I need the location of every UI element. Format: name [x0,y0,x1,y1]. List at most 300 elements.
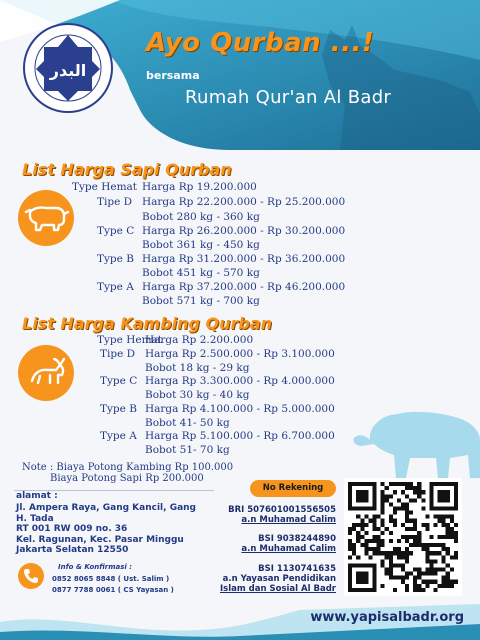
qr-module [381,490,385,494]
qr-module [397,482,401,486]
qr-module [450,531,454,535]
qr-module [429,572,433,576]
qr-module [352,551,356,555]
qr-module [438,543,442,547]
qr-module [442,535,446,539]
sapi-a-bobot: Bobot 571 kg - 700 kg [142,295,260,307]
qr-module [429,543,433,547]
headline: Ayo Qurban ...! [146,28,375,58]
qr-module [409,482,413,486]
cow-icon [18,190,74,246]
qr-module [417,494,421,498]
qr-module [389,519,393,523]
qr-module [401,502,405,506]
qr-module [417,572,421,576]
qr-module [446,551,450,555]
qr-module [377,535,381,539]
qr-module [401,482,405,486]
qr-module [372,551,376,555]
qr-module [442,576,446,580]
qr-module [381,531,385,535]
qr-module [434,523,438,527]
qr-module [360,543,364,547]
qr-module [417,535,421,539]
qr-module [429,563,433,567]
qr-module [409,486,413,490]
qr-module [413,539,417,543]
qr-module [381,523,385,527]
qr-module [442,559,446,563]
qr-module [413,543,417,547]
qr-module [450,568,454,572]
qr-module [409,535,413,539]
qr-module [381,584,385,588]
qr-module [421,490,425,494]
qr-module [368,555,372,559]
qr-module [421,572,425,576]
qr-module [417,584,421,588]
sapi-a-harga: Harga Rp 37.200.000 - Rp 46.200.000 [142,281,346,293]
qr-module [381,494,385,498]
qr-module [442,547,446,551]
qr-module [409,519,413,523]
qr-module [401,551,405,555]
qr-module [393,588,397,592]
address-title: alamat : [16,491,58,501]
qr-module [425,543,429,547]
qr-module [429,535,433,539]
qr-module [385,494,389,498]
qr-module [450,580,454,584]
qr-module [425,584,429,588]
qr-module [360,523,364,527]
qr-module [429,559,433,563]
qr-module [405,539,409,543]
qr-module [405,559,409,563]
qr-module [385,572,389,576]
qr-module [454,551,458,555]
kambing-a-type: Type A [100,430,137,442]
qr-module [385,555,389,559]
qr-module [381,543,385,547]
qr-module [405,519,409,523]
qr-module [393,563,397,567]
qr-module [385,568,389,572]
qr-module [434,551,438,555]
qr-module [454,531,458,535]
qr-module [409,527,413,531]
qr-module [397,539,401,543]
qr-module [442,519,446,523]
qr-module [385,551,389,555]
qr-module [409,543,413,547]
qr-module [413,584,417,588]
qr-module [425,523,429,527]
contact-phone-2[interactable]: 0877 7788 0061 ( CS Yayasan ) [52,586,174,594]
qr-module [372,547,376,551]
note [22,462,233,484]
qr-module [454,535,458,539]
qr-module [417,539,421,543]
qr-module [393,523,397,527]
qr-module [397,576,401,580]
qr-module [446,531,450,535]
qr-module [425,572,429,576]
qr-module [381,502,385,506]
qr-module [364,523,368,527]
sapi-c-bobot: Bobot 361 kg - 450 kg [142,239,260,251]
qr-module [401,523,405,527]
qr-module [442,543,446,547]
qr-module [348,543,352,547]
qr-module [389,576,393,580]
qr-module [446,584,450,588]
qr-module [377,543,381,547]
qr-module [393,576,397,580]
contact-phone-1[interactable]: 0852 8065 8848 ( Ust. Salim ) [52,575,170,583]
sapi-b-type: Type B [97,253,134,265]
qr-module [434,559,438,563]
qr-module [421,506,425,510]
qr-module [385,527,389,531]
qr-module [409,551,413,555]
qr-module [434,580,438,584]
qr-module [434,588,438,592]
qr-module [405,482,409,486]
address-line: Jakarta Selatan 12550 [16,545,129,556]
qr-module [389,555,393,559]
qr-module [454,523,458,527]
kambing-b-type: Type B [100,403,137,415]
qr-module [421,588,425,592]
qr-module [381,539,385,543]
qr-module [442,523,446,527]
qr-module [446,527,450,531]
qr-module [352,527,356,531]
qr-module [405,547,409,551]
qr-module [393,551,397,555]
qr-code[interactable] [344,478,462,596]
qr-module [421,523,425,527]
qr-module [442,568,446,572]
address-line: H. Tada [16,513,54,524]
qr-module [442,555,446,559]
qr-module [446,535,450,539]
address-line: Jl. Ampera Raya, Gang Kancil, Gang [16,503,197,513]
qr-module [372,515,376,519]
qr-module [360,527,364,531]
qr-module [405,535,409,539]
bank-number: BSI 1130741635 [258,564,336,574]
qr-module [393,547,397,551]
qr-module [438,519,442,523]
qr-module [446,515,450,519]
qr-module [389,494,393,498]
goat-icon [18,345,74,401]
qr-module [356,535,360,539]
qr-module [364,547,368,551]
qr-module [377,551,381,555]
qr-module [401,506,405,510]
kambing-c-bobot: Bobot 30 kg - 40 kg [145,389,250,401]
qr-module [425,551,429,555]
kambing-a-bobot: Bobot 51- 70 kg [145,444,230,456]
qr-module [442,584,446,588]
qr-module [454,539,458,543]
qr-module [381,498,385,502]
qr-module [377,527,381,531]
qr-module [401,563,405,567]
qr-module [364,539,368,543]
qr-module [413,580,417,584]
qr-module [393,490,397,494]
qr-module [438,535,442,539]
qr-module [450,555,454,559]
qr-module [372,519,376,523]
phone-icon [18,563,44,589]
qr-module [434,568,438,572]
qr-module [413,535,417,539]
qr-module [405,551,409,555]
qr-module [360,519,364,523]
qr-module [446,523,450,527]
qr-module [405,506,409,510]
qr-module [413,490,417,494]
qr-module [417,588,421,592]
foundation-logo [22,22,114,114]
qr-module [417,490,421,494]
qr-module [397,563,401,567]
qr-module [381,559,385,563]
qr-module [368,547,372,551]
qr-module [368,539,372,543]
qr-module [413,498,417,502]
qr-module [434,515,438,519]
qr-module [446,580,450,584]
qr-module [401,568,405,572]
subtitle: bersama [146,69,200,82]
kambing-d-harga: Harga Rp 2.500.000 - Rp 3.100.000 [145,348,335,360]
qr-module [434,543,438,547]
bank-account-bri [228,505,336,525]
qr-module [401,555,405,559]
qr-module [421,543,425,547]
qr-module [360,535,364,539]
rekening-badge: No Rekening [250,480,336,497]
qr-module [364,543,368,547]
kambing-hemat-harga: Harga Rp 2.200.000 [145,334,254,346]
qr-module [450,535,454,539]
qr-module [417,531,421,535]
qr-module [434,572,438,576]
website-link[interactable]: www.yapisalbadr.org [310,610,464,625]
kambing-d-bobot: Bobot 18 kg - 29 kg [145,362,250,374]
kambing-section-title: List Harga Kambing Qurban [22,314,273,333]
qr-module [425,580,429,584]
qr-module [405,584,409,588]
address-line: RT 001 RW 009 no. 36 [16,524,128,535]
qr-module [352,543,356,547]
qr-module [405,588,409,592]
qr-module [409,511,413,515]
qr-module [405,555,409,559]
qr-module [389,568,393,572]
bank-holder: a.n Muhamad Calim [241,515,336,525]
qr-module [393,482,397,486]
kambing-c-harga: Harga Rp 3.300.000 - Rp 4.000.000 [145,375,335,387]
sapi-hemat-harga: Harga Rp 19.200.000 [142,181,257,193]
qr-module [393,519,397,523]
qr-module [352,547,356,551]
qr-module [389,502,393,506]
note-line-2: Biaya Potong Sapi Rp 200.000 [50,473,204,484]
qr-module [442,515,446,519]
qr-module [421,547,425,551]
qr-module [417,543,421,547]
qr-module [409,572,413,576]
qr-module [356,539,360,543]
qr-module [397,555,401,559]
sapi-c-harga: Harga Rp 26.200.000 - Rp 30.200.000 [142,225,346,237]
bank-holder: Islam dan Sosial Al Badr [219,584,336,594]
qr-module [425,515,429,519]
qr-module [413,519,417,523]
qr-module [377,515,381,519]
qr-module [417,568,421,572]
address-line: Kel. Ragunan, Kec. Pasar Minggu [16,534,184,545]
qr-module [413,523,417,527]
contact-title: Info & Konfirmasi : [58,563,133,571]
qr-module [364,515,368,519]
kambing-a-harga: Harga Rp 5.100.000 - Rp 6.700.000 [145,430,335,442]
qr-module [454,555,458,559]
qr-module [381,511,385,515]
qr-module [397,547,401,551]
qr-module [381,519,385,523]
qr-module [417,576,421,580]
qr-module [446,563,450,567]
qr-module [348,531,352,535]
bank-number: BRI 507601001556505 [228,505,336,515]
qr-module [438,584,442,588]
qr-module [446,547,450,551]
bank-holder: a.n Muhamad Calim [241,544,336,554]
kambing-d-type: Tipe D [100,348,136,360]
sapi-a-type: Type A [97,281,134,293]
qr-module [393,506,397,510]
qr-module [405,576,409,580]
qr-module [356,523,360,527]
sheep-silhouette [350,400,480,480]
qr-module [450,527,454,531]
qr-module [381,482,385,486]
qr-module [372,527,376,531]
kambing-c-type: Type C [100,375,138,387]
organization-name: Rumah Qur'an Al Badr [185,87,392,108]
qr-module [385,486,389,490]
qr-module [454,580,458,584]
qr-module [425,555,429,559]
qr-module [425,568,429,572]
logo-text: البدر [49,61,87,80]
sapi-d-bobot: Bobot 280 kg - 360 kg [142,211,260,223]
qr-module [401,576,405,580]
qr-module [377,539,381,543]
qr-module [381,563,385,567]
qr-module [446,576,450,580]
qr-module [389,572,393,576]
address-block [16,503,196,556]
kambing-b-harga: Harga Rp 4.100.000 - Rp 5.000.000 [145,403,335,415]
qr-module [421,498,425,502]
sapi-d-harga: Harga Rp 22.200.000 - Rp 25.200.000 [142,196,346,208]
qr-module [446,572,450,576]
qr-module [393,511,397,515]
qr-module [417,482,421,486]
qr-module [405,515,409,519]
qr-module [348,539,352,543]
qr-module [405,494,409,498]
bank-holder: a.n Yayasan Pendidikan [222,574,336,584]
bank-account-bsi-1 [241,534,336,554]
qr-module [364,531,368,535]
qr-module [405,486,409,490]
qr-module [348,547,352,551]
qr-module [389,531,393,535]
sapi-hemat-type: Type Hemat [72,181,138,193]
qr-module [401,580,405,584]
qr-module [368,519,372,523]
qr-module [372,523,376,527]
qr-module [348,555,352,559]
qr-module [356,555,360,559]
qr-module [356,531,360,535]
qr-module [389,559,393,563]
qr-module [450,515,454,519]
qr-module [409,498,413,502]
qr-module [372,535,376,539]
qr-module [438,568,442,572]
qr-module [442,580,446,584]
qr-module [389,515,393,519]
qr-module [389,482,393,486]
qr-module [401,490,405,494]
qr-module [401,535,405,539]
note-line-1: Note : Biaya Potong Kambing Rp 100.000 [22,462,234,473]
qr-module [413,486,417,490]
kambing-hemat-type: Type Hemat [97,334,163,346]
qr-module [425,547,429,551]
qr-module [413,527,417,531]
qr-module [405,572,409,576]
qr-module [429,551,433,555]
qr-module [421,580,425,584]
sapi-c-type: Type C [97,225,135,237]
qr-module [405,511,409,515]
bank-account-bsi-2 [220,564,336,594]
qr-module [429,568,433,572]
qr-module [364,551,368,555]
qr-module [425,559,429,563]
qr-module [372,539,376,543]
qr-module [389,539,393,543]
bank-number: BSI 9038244890 [258,534,336,544]
qr-module [413,576,417,580]
qr-module [413,568,417,572]
qr-module [438,515,442,519]
sapi-b-bobot: Bobot 451 kg - 570 kg [142,267,260,279]
qr-module [413,588,417,592]
